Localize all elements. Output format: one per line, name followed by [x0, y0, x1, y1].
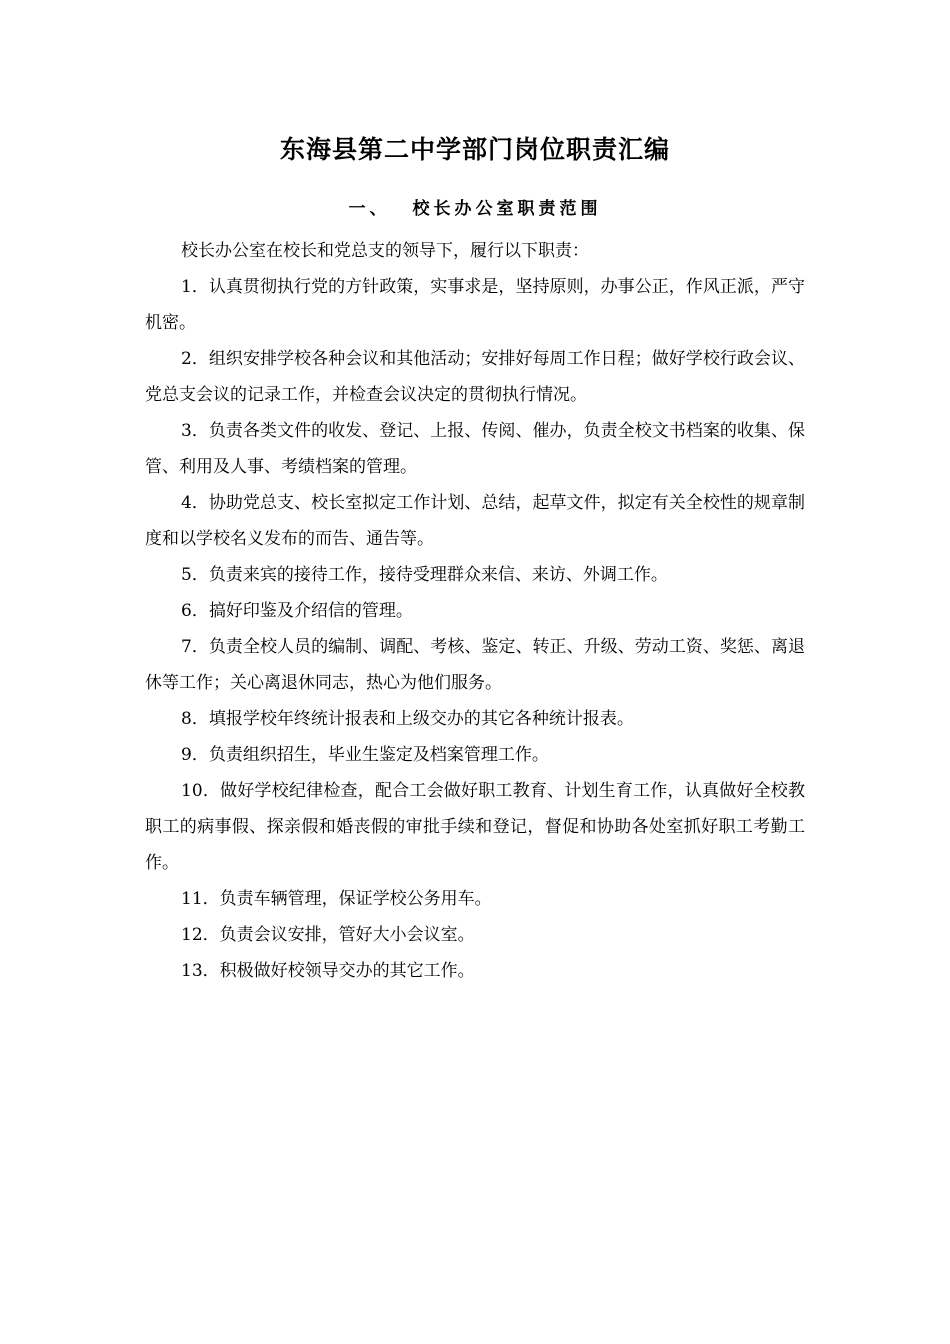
duty-item: 4．协助党总支、校长室拟定工作计划、总结，起草文件，拟定有关全校性的规章制度和以学校名义发布的而告、通告等。	[145, 493, 805, 549]
section-heading	[145, 194, 805, 219]
duty-item: 8．填报学校年终统计报表和上级交办的其它各种统计报表。	[181, 709, 634, 729]
duty-item: 12．负责会议安排，管好大小会议室。	[181, 925, 475, 945]
section-number: 一、	[348, 199, 391, 219]
duty-item: 2．组织安排学校各种会议和其他活动；安排好每周工作日程；做好学校行政会议、党总支会议的记录工作，并检查会议决定的贯彻执行情况。	[145, 349, 805, 405]
duty-item: 6．搞好印鉴及介绍信的管理。	[181, 601, 413, 621]
duty-item: 5．负责来宾的接待工作，接待受理群众来信、来访、外调工作。	[181, 565, 668, 585]
duty-item: 11．负责车辆管理，保证学校公务用车。	[181, 889, 492, 909]
duty-list	[145, 269, 805, 989]
duty-item: 3．负责各类文件的收发、登记、上报、传阅、催办，负责全校文书档案的收集、保管、利用及人事、考绩档案的管理。	[145, 421, 805, 477]
section-title: 校长办公室职责范围	[412, 199, 602, 219]
duty-item: 10．做好学校纪律检查，配合工会做好职工教育、计划生育工作，认真做好全校教职工的病事假、探亲假和婚丧假的审批手续和登记，督促和协助各处室抓好职工考勤工作。	[145, 781, 805, 873]
duty-item: 7．负责全校人员的编制、调配、考核、鉴定、转正、升级、劳动工资、奖惩、离退休等工作；关心离退休同志，热心为他们服务。	[145, 637, 805, 693]
intro-paragraph: 校长办公室在校长和党总支的领导下，履行以下职责：	[181, 241, 589, 261]
document-page	[145, 130, 805, 989]
document-title: 东海县第二中学部门岗位职责汇编	[279, 135, 670, 164]
duty-item: 9．负责组织招生，毕业生鉴定及档案管理工作。	[181, 745, 549, 765]
duty-item: 1．认真贯彻执行党的方针政策，实事求是，坚持原则，办事公正，作风正派，严守机密。	[145, 277, 805, 333]
duty-item: 13．积极做好校领导交办的其它工作。	[181, 961, 475, 981]
